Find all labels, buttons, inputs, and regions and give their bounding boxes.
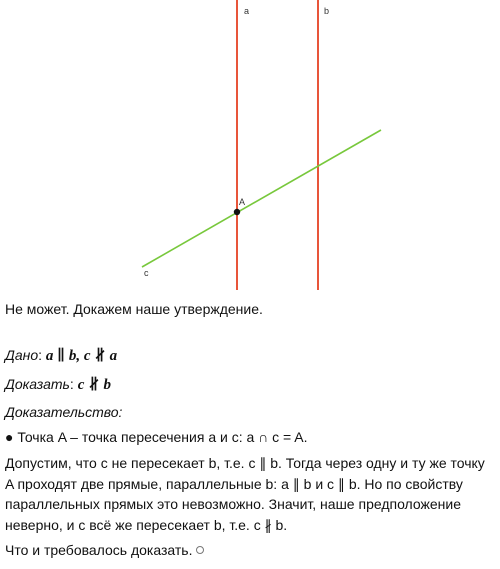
line-c (142, 130, 381, 267)
prove-line: Доказать: c ∦ b (5, 376, 111, 393)
prove-label: Доказать (5, 376, 70, 392)
answer-text: Не может. Докажем наше утверждение. (5, 301, 263, 317)
given-statement: a ∥ b, c ∦ a (45, 348, 118, 364)
conclusion-text: Что и требовалось доказать. (5, 542, 193, 558)
conclusion-line (5, 540, 497, 560)
given-line: Дано: a ∥ b, c ∦ a (5, 347, 118, 364)
point-a-label: A (239, 197, 246, 207)
argument-paragraph: Допустим, что c не пересекает b, т.е. c ∥ b. Тогда через одну и ту же точку A проходят две прямые, параллельные b: a ∥ b и c ∥ b. Но по свойству параллельных прямых это невозможно. Значит, наше предположение неверно, и c всё же пересекает b, т.е. c ∦ b. (5, 455, 485, 533)
bullet-icon: ● (5, 429, 14, 445)
line-b-label: b (324, 6, 330, 16)
proof-heading: Доказательство: (5, 404, 123, 420)
point-a (234, 209, 240, 215)
assumption-text: Точка A – точка пересечения a и c: a ∩ c = A. (17, 429, 308, 445)
prove-statement: c ∦ b (77, 377, 111, 393)
line-c-label: c (144, 268, 149, 278)
given-label: Дано (5, 347, 39, 363)
qed-icon (196, 546, 204, 554)
assumption-line (5, 427, 497, 447)
line-a-label: a (244, 6, 250, 16)
